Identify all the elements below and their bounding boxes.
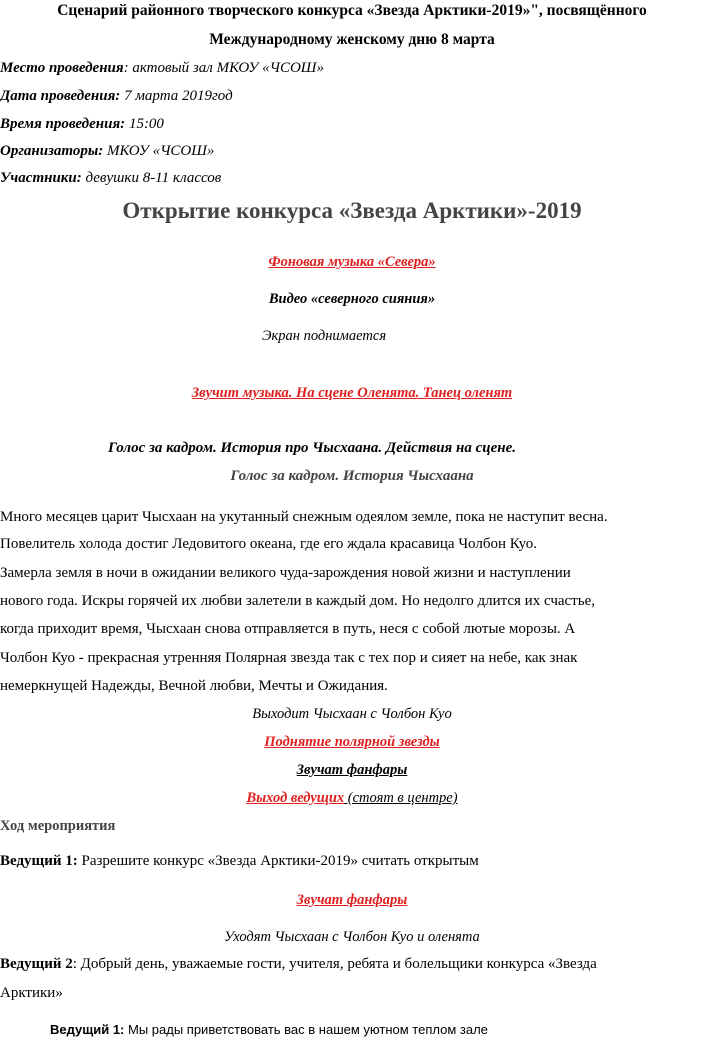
info-time-value: 15:00	[125, 116, 164, 132]
document-title-line-2: Международному женскому дню 8 марта	[209, 31, 495, 48]
document-title-line-1: Сценарий районного творческого конкурса «Звезда Арктики-2019»", посвящённого	[57, 2, 647, 19]
stage-star: Поднятие полярной звезды	[264, 734, 440, 750]
info-date	[0, 88, 233, 105]
info-date-value: 7 марта 2019год	[120, 88, 233, 104]
story-line: когда приходит время, Чысхаан снова отправляется в путь, неся с собой лютые морозы. А	[0, 621, 576, 637]
opening-dance: Звучит музыка. На сцене Оленята. Танец оленят	[191, 385, 513, 401]
info-participants-value: девушки 8-11 классов	[81, 170, 222, 186]
info-time	[0, 116, 164, 133]
stage-hosts	[0, 790, 704, 807]
story-line: Много месяцев царит Чысхаан на укутанный снежным одеялом земле, пока не наступит весна.	[0, 509, 608, 525]
voice-over-1: Голос за кадром. История про Чысхаана. Действия на сцене.	[108, 440, 516, 456]
host1b-line	[50, 1022, 488, 1037]
story-line: Повелитель холода достиг Ледовитого океана, где его ждала красавица Чолбон Куо.	[0, 536, 538, 552]
stage-hosts-label: Выход ведущих	[246, 790, 345, 806]
story-line: Чолбон Куо - прекрасная утренняя Полярная звезда так с тех пор и сияет на небе, как знак	[0, 650, 578, 666]
opening-video: Видео «северного сияния»	[268, 291, 436, 307]
host2-line-2: Арктики»	[0, 985, 63, 1001]
host1-label: Ведущий 1:	[0, 853, 78, 869]
info-organizers	[0, 143, 214, 160]
opening-heading: Открытие конкурса «Звезда Арктики»-2019	[122, 198, 582, 223]
opening-music: Фоновая музыка «Севера»	[268, 254, 436, 270]
story-line: нового года. Искры горячей их любви залетели в каждый дом. Но недолго длится их счастье,	[0, 593, 595, 609]
info-date-label: Дата проведения:	[0, 88, 121, 104]
info-place-value: : актовый зал МКОУ «ЧСОШ»	[123, 60, 324, 76]
event-heading: Ход мероприятия	[0, 818, 116, 834]
info-place-label: Место проведения	[0, 60, 124, 76]
info-participants	[0, 170, 221, 187]
host2-label: Ведущий 2	[0, 956, 73, 972]
stage-exit: Выходит Чысхаан с Чолбон Куо	[252, 706, 452, 722]
stage-fanfare-1: Звучат фанфары	[296, 762, 408, 778]
stage-hosts-note: (стоят в центре)	[344, 790, 458, 806]
info-organizers-value: МКОУ «ЧСОШ»	[103, 143, 215, 159]
host2-text: : Добрый день, уважаемые гости, учителя, ребята и болельщики конкурса «Звезда	[72, 956, 597, 972]
host1-text: Разрешите конкурс «Звезда Арктики-2019» считать открытым	[77, 853, 479, 869]
host2-line-1	[0, 956, 597, 973]
story-line: немеркнущей Надежды, Вечной любви, Мечты и Ожидания.	[0, 678, 388, 694]
opening-screen: Экран поднимается	[262, 328, 387, 344]
story-line: Замерла земля в ночи в ожидании великого чуда-зарождения новой жизни и наступлении	[0, 565, 571, 581]
host1-line	[0, 853, 479, 870]
event-fanfare-2: Звучат фанфары	[296, 892, 408, 908]
info-time-label: Время проведения:	[0, 116, 126, 132]
voice-over-2: Голос за кадром. История Чысхаана	[230, 468, 474, 484]
host1b-label: Ведущий 1:	[50, 1022, 125, 1037]
host1b-text: Мы рады приветствовать вас в нашем уютном теплом зале	[124, 1022, 488, 1037]
info-organizers-label: Организаторы:	[0, 143, 104, 159]
event-leave: Уходят Чысхаан с Чолбон Куо и оленята	[224, 929, 480, 945]
info-participants-label: Участники:	[0, 170, 82, 186]
info-place	[0, 60, 324, 77]
